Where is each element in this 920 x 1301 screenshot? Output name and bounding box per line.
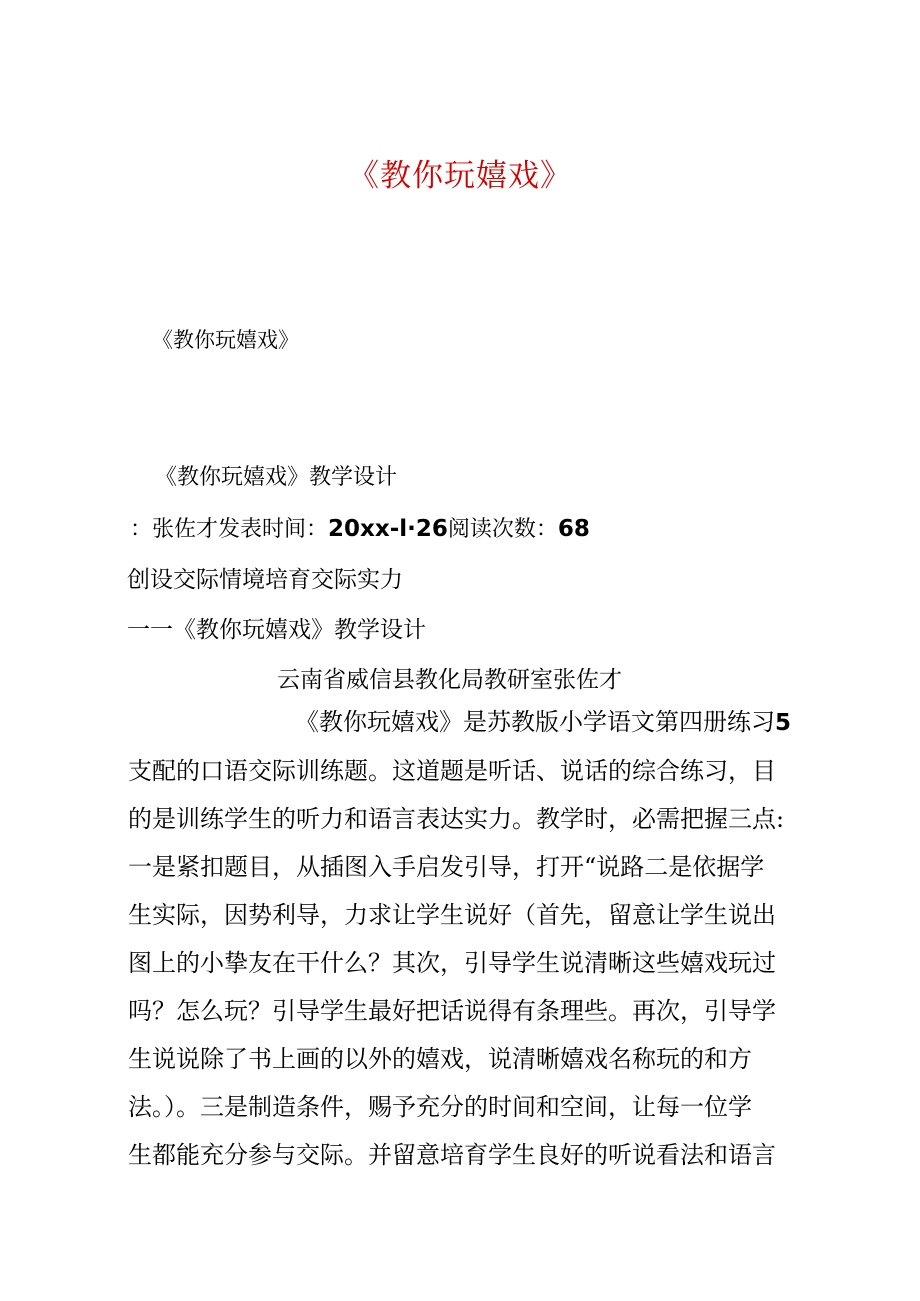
paragraph-first-number: 5	[775, 710, 792, 736]
paragraph-line: 生都能充分参与交际。并留意培育学生良好的听说看法和语言	[128, 1141, 776, 1169]
meta-line	[130, 512, 590, 543]
paragraph-line: 图上的小挚友在干什么？其次，引导学生说清晰这些嬉戏玩过	[128, 949, 776, 977]
document-subtitle: 《教你玩嬉戏》	[152, 328, 299, 352]
paragraph-line: 支配的口语交际训练题。这道题是听话、说话的综合练习，目	[128, 757, 776, 785]
paragraph-line: 一是紧扣题目，从插图入手启发引导，打开“说路二是依据学	[128, 853, 765, 881]
paragraph-line: 吗？怎么玩？引导学生最好把话说得有条理些。再次，引导学	[128, 997, 776, 1025]
subtheme-line: 一一《教你玩嬉戏》教学设计	[127, 617, 426, 643]
paragraph-line: 法。）。三是制造条件，赐予充分的时间和空间，让每一位学	[128, 1093, 752, 1121]
meta-author-label: ：张佐才发表时间：	[130, 517, 329, 542]
design-heading: 《教你玩嬉戏》教学设计	[155, 465, 398, 490]
paragraph-line: 的是训练学生的听力和语言表达实力。教学时，必需把握三点:	[128, 805, 785, 833]
paragraph-first-line	[128, 698, 800, 747]
main-paragraph	[128, 698, 800, 1179]
theme-line: 创设交际情境培育交际实力	[127, 567, 403, 593]
author-line: 云南省威信县教化局教研室张佐才	[277, 667, 622, 693]
meta-views-count: 68	[557, 516, 590, 542]
paragraph-line: 生实际，因势利导，力求让学生说好（首先，留意让学生说出	[128, 901, 776, 929]
document-title: 《教你玩嬉戏》	[348, 158, 572, 194]
paragraph-line: 生说说除了书上画的以外的嬉戏，说清晰嬉戏名称玩的和方	[128, 1045, 752, 1073]
meta-views-label: 阅读次数：	[447, 517, 558, 542]
meta-publish-date: 20xx-l·26	[328, 516, 448, 542]
paragraph-first-text: 《教你玩嬉戏》是苏教版小学语文第四册练习	[295, 708, 775, 736]
